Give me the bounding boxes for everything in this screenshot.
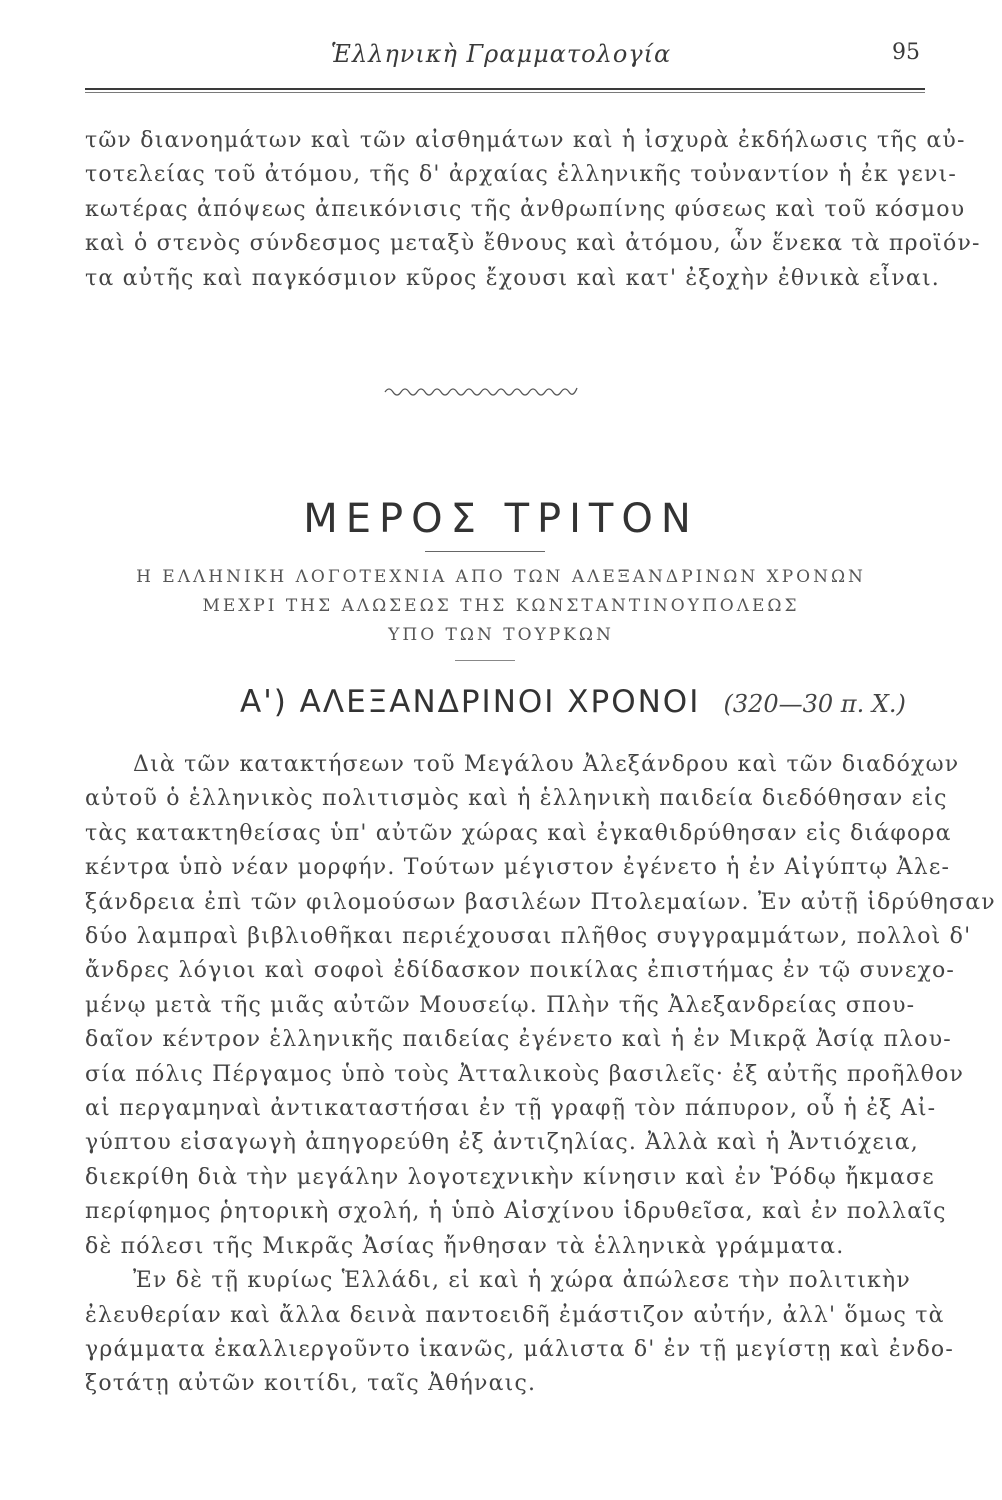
text-line: αἱ περγαμηναὶ ἀντικαταστήσαι ἐν τῇ γραφῇ τὸν πάπυρον, οὗ ἡ ἐξ Αἰ- bbox=[85, 1096, 937, 1122]
text-line: σία πόλις Πέργαμος ὑπὸ τοὺς Ἀτταλικοὺς βασιλεῖς· ἐξ αὐτῆς προῆλθον bbox=[85, 1061, 965, 1087]
part-subtitle-line-3: ΥΠΟ ΤΩΝ ΤΟΥΡΚΩΝ bbox=[388, 625, 614, 645]
chapter-dates: (320—30 π. Χ.) bbox=[723, 690, 906, 718]
text-line: περίφημος ῥητορικὴ σχολή, ἡ ὑπὸ Αἰσχίνου ἱδρυθεῖσα, καὶ ἐν πολλαῖς bbox=[85, 1199, 947, 1225]
text-line: δὲ πόλεσι τῆς Μικρᾶς Ἀσίας ἤνθησαν τὰ ἑλληνικὰ γράμματα. bbox=[85, 1233, 845, 1259]
text-line: καὶ ὁ στενὸς σύνδεσμος μεταξὺ ἔθνους καὶ ἀτόμου, ὧν ἕνεκα τὰ προϊόν- bbox=[85, 231, 981, 257]
text-line: κέντρα ὑπὸ νέαν μορφήν. Τούτων μέγιστον ἐγένετο ἡ ἐν Αἰγύπτῳ Ἀλε- bbox=[85, 855, 951, 881]
text-line: ἄνδρες λόγιοι καὶ σοφοὶ ἐδίδασκον ποικίλας ἐπιστήμας ἐν τῷ συνεχο- bbox=[85, 958, 956, 984]
text-line: γράμματα ἐκαλλιεργοῦντο ἱκανῶς, μάλιστα δ' ἐν τῇ μεγίστῃ καὶ ἐνδο- bbox=[85, 1336, 954, 1362]
part-title: ΜΕΡΟΣ ΤΡΙΤΟΝ bbox=[303, 496, 699, 542]
header-rule-thin bbox=[85, 92, 925, 93]
text-line: Ἐν δὲ τῇ κυρίως Ἑλλάδι, εἰ καὶ ἡ χώρα ἀπώλεσε τὴν πολιτικὴν bbox=[133, 1268, 911, 1294]
text-line: γύπτου εἰσαγωγὴ ἀπηγορεύθη ἐξ ἀντιζηλίας. Ἀλλὰ καὶ ἡ Ἀντιόχεια, bbox=[85, 1130, 919, 1156]
part-subtitle-line-1: Η ΕΛΛΗΝΙΚΗ ΛΟΓΟΤΕΧΝΙΑ ΑΠΟ ΤΩΝ ΑΛΕΞΑΝΔΡΙΝΩΝ ΧΡΟΝΩΝ bbox=[136, 567, 866, 587]
text-line: τὰς κατακτηθείσας ὑπ' αὐτῶν χώρας καὶ ἐγκαθιδρύθησαν εἰς διάφορα bbox=[85, 820, 952, 846]
page-number: 95 bbox=[892, 40, 920, 65]
text-line: ἐλευθερίαν καὶ ἄλλα δεινὰ παντοειδῆ ἐμάστιζον αὐτήν, ἀλλ' ὅμως τὰ bbox=[85, 1302, 945, 1328]
body-text bbox=[85, 748, 996, 1402]
text-line: τα αὐτῆς καὶ παγκόσμιον κῦρος ἔχουσι καὶ κατ' ἐξοχὴν ἐθνικὰ εἶναι. bbox=[85, 265, 940, 291]
chapter-title: Α') ΑΛΕΞΑΝΔΡΙΝΟΙ ΧΡΟΝΟΙ bbox=[240, 684, 701, 720]
paragraph-1 bbox=[85, 748, 996, 1264]
part-subtitle-line-2: ΜΕΧΡΙ ΤΗΣ ΑΛΩΣΕΩΣ ΤΗΣ ΚΩΝΣΤΑΝΤΙΝΟΥΠΟΛΕΩΣ bbox=[202, 596, 800, 616]
text-line: δύο λαμπραὶ βιβλιοθῆκαι περιέχουσαι πλῆθος συγγραμμάτων, πολλοὶ δ' bbox=[85, 924, 972, 950]
part-title-rule bbox=[425, 551, 545, 552]
text-line: Διὰ τῶν κατακτήσεων τοῦ Μεγάλου Ἀλεξάνδρου καὶ τῶν διαδόχων bbox=[133, 752, 960, 777]
text-line: διεκρίθη διὰ τὴν μεγάλην λογοτεχνικὴν κίνησιν καὶ ἐν Ῥόδῳ ἤκμασε bbox=[85, 1164, 935, 1190]
intro-paragraph bbox=[85, 124, 981, 296]
text-line: μένῳ μετὰ τῆς μιᾶς αὐτῶν Μουσείῳ. Πλὴν τῆς Ἀλεξανδρείας σπου- bbox=[85, 992, 916, 1018]
running-title: Ἑλληνικὴ Γραμματολογία bbox=[330, 40, 672, 68]
squiggle-ornament bbox=[383, 380, 583, 400]
text-line: δαῖον κέντρον ἑλληνικῆς παιδείας ἐγένετο καὶ ἡ ἐν Μικρᾷ Ἀσίᾳ πλου- bbox=[85, 1027, 952, 1053]
text-line: ξοτάτῃ αὐτῶν κοιτίδι, ταῖς Ἀθήναις. bbox=[85, 1371, 537, 1397]
text-line: τοτελείας τοῦ ἀτόμου, τῆς δ' ἀρχαίας ἑλληνικῆς τοὐναντίον ἡ ἐκ γενι- bbox=[85, 162, 958, 188]
paragraph-2 bbox=[85, 1264, 954, 1402]
header-rule bbox=[85, 88, 925, 90]
text-line: κωτέρας ἀπόψεως ἀπεικόνισις τῆς ἀνθρωπίνης φύσεως καὶ τοῦ κόσμου bbox=[85, 196, 966, 222]
chapter-heading bbox=[240, 684, 940, 720]
subtitle-rule bbox=[455, 660, 515, 661]
text-line: τῶν διανοημάτων καὶ τῶν αἰσθημάτων καὶ ἡ ἰσχυρὰ ἐκδήλωσις τῆς αὐ- bbox=[85, 128, 966, 153]
text-line: αὐτοῦ ὁ ἑλληνικὸς πολιτισμὸς καὶ ἡ ἑλληνικὴ παιδεία διεδόθησαν εἰς bbox=[85, 786, 948, 812]
text-line: ξάνδρεια ἐπὶ τῶν φιλομούσων βασιλέων Πτολεμαίων. Ἐν αὐτῇ ἱδρύθησαν bbox=[85, 889, 996, 915]
